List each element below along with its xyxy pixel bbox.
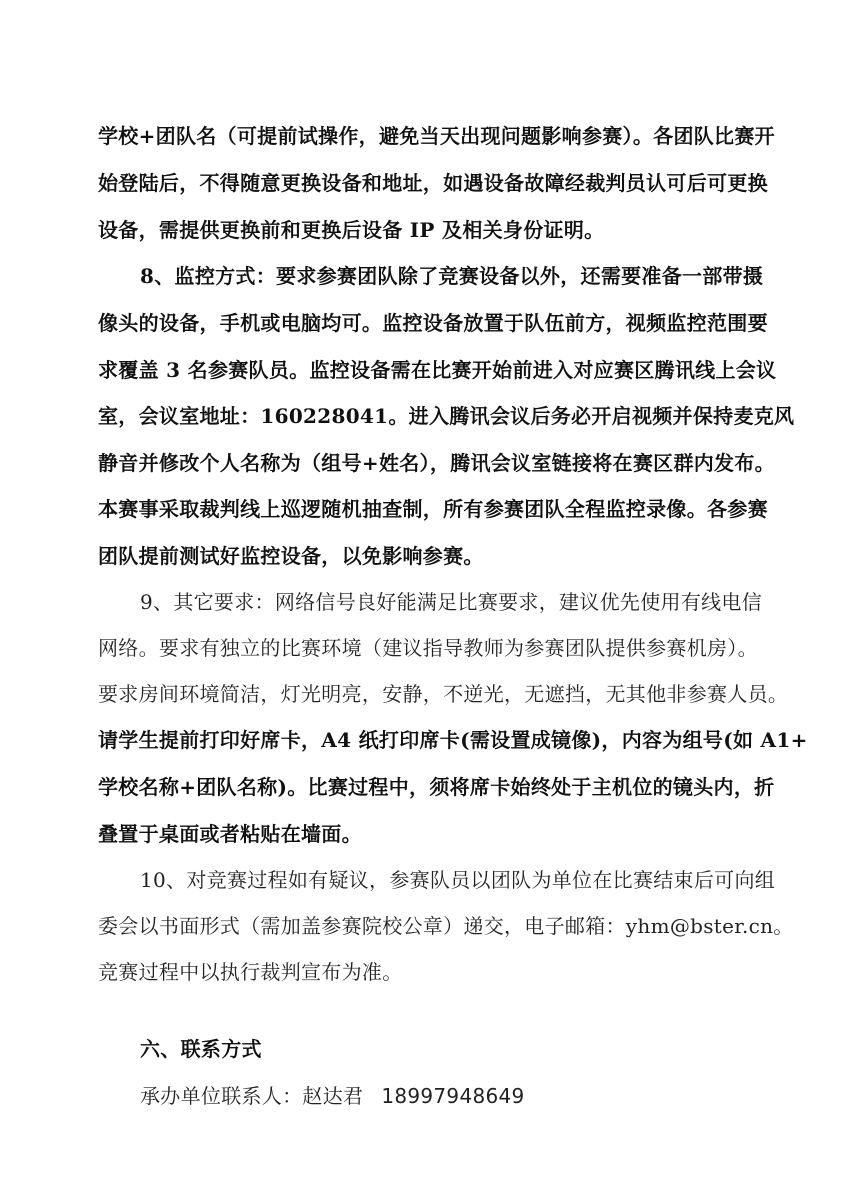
paragraph-line: 静音并修改个人名称为（组号+姓名），腾讯会议室链接将在赛区群内发布。 xyxy=(98,451,775,475)
paragraph-line: 本赛事采取裁判线上巡逻随机抽查制，所有参赛团队全程监控录像。各参赛 xyxy=(98,497,768,521)
paragraph-line: 10、对竞赛过程如有疑议，参赛队员以团队为单位在比赛结束后可向组 xyxy=(140,868,776,892)
contact-label: 承办单位联系人：赵达君 xyxy=(140,1084,364,1108)
paragraph-line: 请学生提前打印好席卡，A4 纸打印席卡(需设置成镜像)，内容为组号(如 A1+ xyxy=(98,728,808,752)
paragraph-line: 委会以书面形式（需加盖参赛院校公章）递交，电子邮箱：yhm@bster.cn。 xyxy=(98,914,794,938)
paragraph-line: 求覆盖 3 名参赛队员。监控设备需在比赛开始前进入对应赛区腾讯线上会议 xyxy=(98,358,777,382)
paragraph-line: 9、其它要求：网络信号良好能满足比赛要求，建议优先使用有线电信 xyxy=(140,590,763,614)
paragraph-line: 设备，需提供更换前和更换后设备 IP 及相关身份证明。 xyxy=(98,218,605,242)
paragraph-line: 要求房间环境简洁，灯光明亮，安静，不逆光，无遮挡，无其他非参赛人员。 xyxy=(98,682,789,706)
paragraph-line: 像头的设备，手机或电脑均可。监控设备放置于队伍前方，视频监控范围要 xyxy=(98,311,768,335)
paragraph-line: 叠置于桌面或者粘贴在墙面。 xyxy=(98,822,362,846)
paragraph-line: 团队提前测试好监控设备，以免影响参赛。 xyxy=(98,544,484,568)
paragraph-line: 始登陆后，不得随意更换设备和地址，如遇设备故障经裁判员认可后可更换 xyxy=(98,171,768,195)
contact-phone: 18997948649 xyxy=(381,1084,525,1108)
paragraph-line: 室，会议室地址：160228041。进入腾讯会议后务必开启视频并保持麦克风 xyxy=(98,404,795,428)
paragraph-line: 8、监控方式：要求参赛团队除了竞赛设备以外，还需要准备一部带摄 xyxy=(140,264,764,288)
paragraph-line: 学校+团队名（可提前试操作，避免当天出现问题影响参赛）。各团队比赛开 xyxy=(98,124,775,148)
paragraph-line: 竞赛过程中以执行裁判宣布为准。 xyxy=(98,960,403,984)
paragraph-line: 网络。要求有独立的比赛环境（建议指导教师为参赛团队提供参赛机房）。 xyxy=(98,636,758,660)
contact-line xyxy=(140,1082,700,1110)
paragraph-line: 学校名称+团队名称)。比赛过程中，须将席卡始终处于主机位的镜头内，折 xyxy=(98,775,775,799)
section-heading: 六、联系方式 xyxy=(140,1037,262,1061)
